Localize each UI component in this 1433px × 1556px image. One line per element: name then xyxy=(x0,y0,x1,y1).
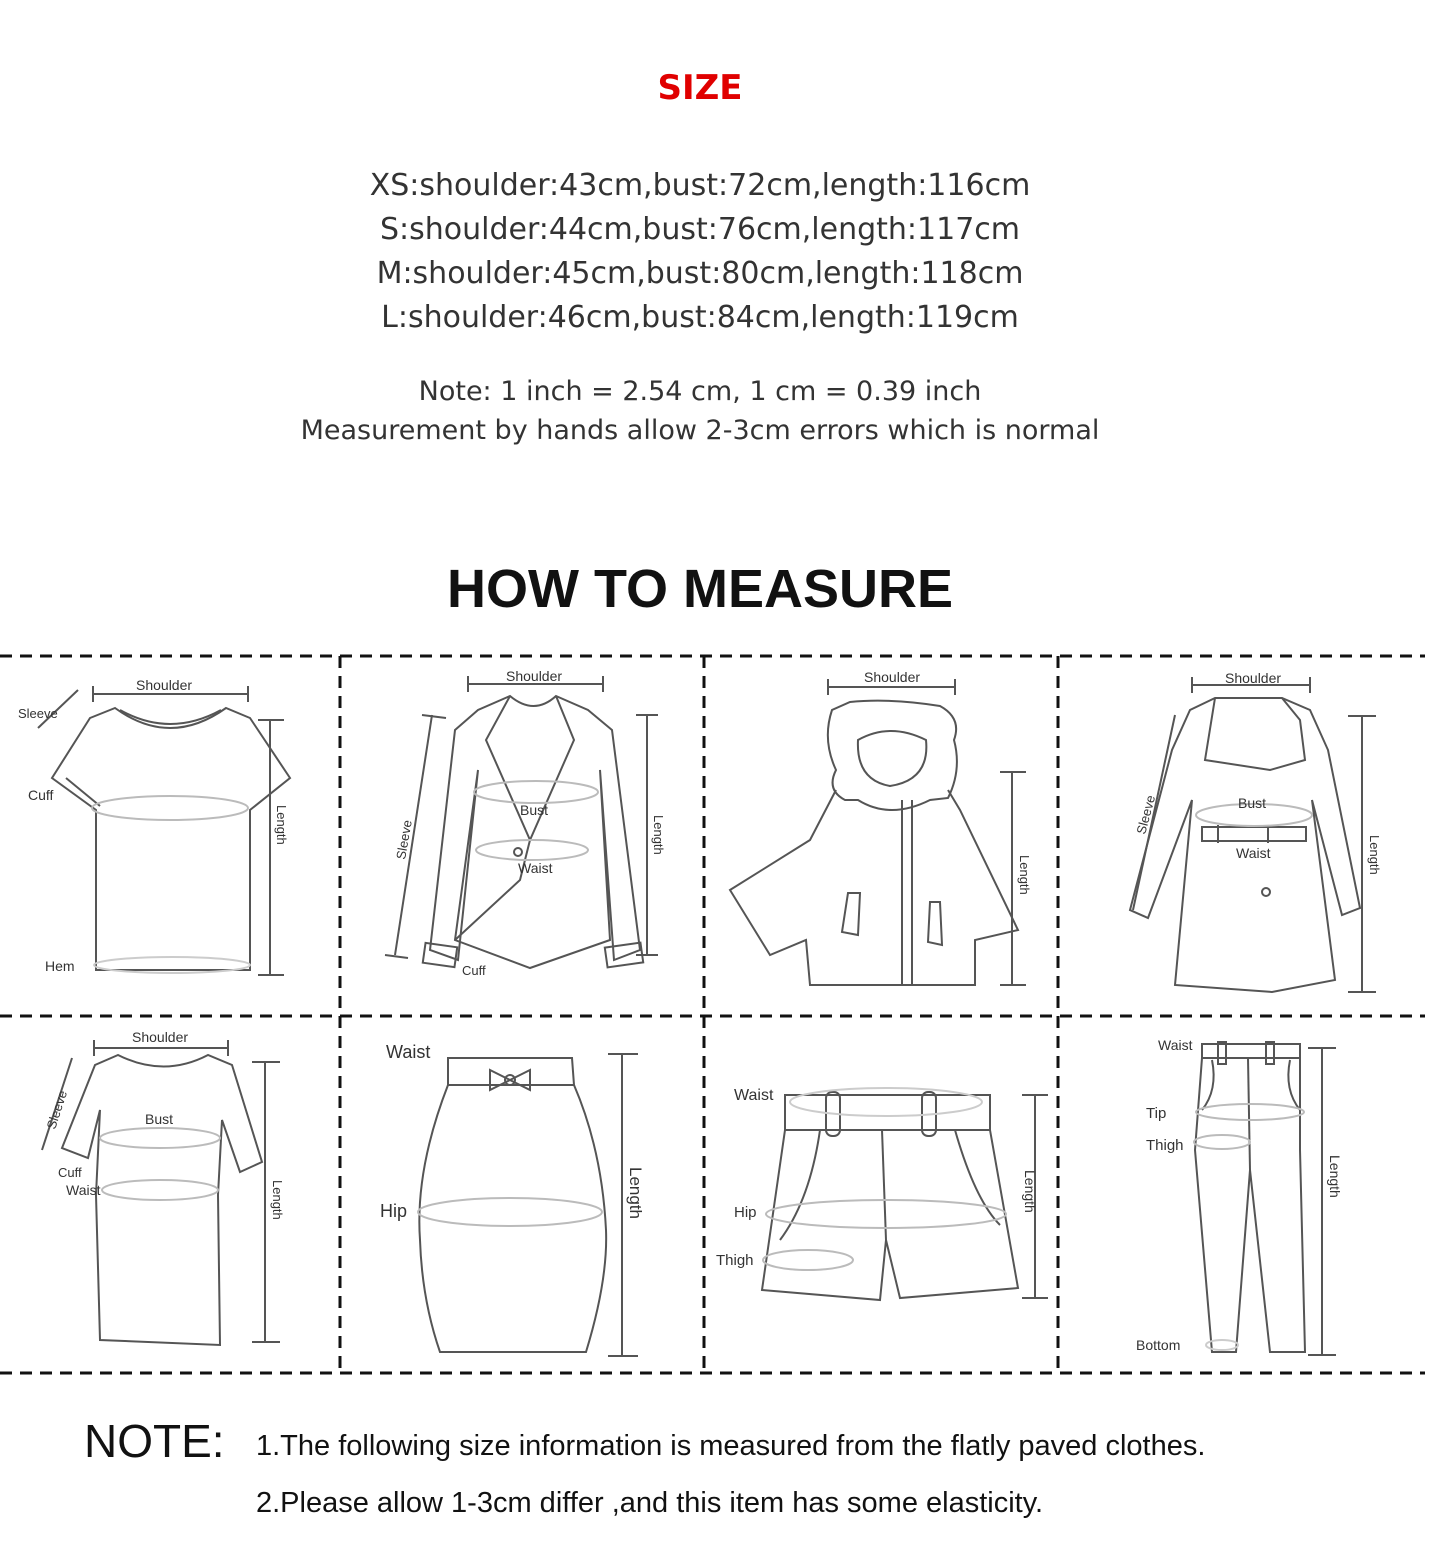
label-bust: Bust xyxy=(1238,795,1267,811)
label-bust: Bust xyxy=(145,1111,174,1127)
label-cuff: Cuff xyxy=(462,963,486,978)
label-waist: Waist xyxy=(1158,1037,1193,1053)
label-length: Length xyxy=(274,805,289,845)
label-hem: Hem xyxy=(45,958,75,974)
label-shoulder: Shoulder xyxy=(1225,670,1282,686)
label-waist: Waist xyxy=(518,860,553,876)
size-row-s: S:shoulder:44cm,bust:76cm,length:117cm xyxy=(379,212,1021,247)
label-sleeve: Sleeve xyxy=(43,1088,71,1131)
tshirt-illustration xyxy=(18,677,290,975)
grid-lines xyxy=(0,656,1425,1373)
label-shoulder: Shoulder xyxy=(864,669,921,685)
note-label: NOTE: xyxy=(84,1415,225,1467)
label-thigh: Thigh xyxy=(1146,1137,1184,1154)
label-length: Length xyxy=(270,1180,285,1220)
dress-illustration xyxy=(42,1029,285,1345)
label-cuff: Cuff xyxy=(58,1165,82,1180)
label-waist: Waist xyxy=(734,1087,774,1104)
label-sleeve: Sleeve xyxy=(18,706,58,721)
label-shoulder: Shoulder xyxy=(506,668,563,684)
label-bottom: Bottom xyxy=(1136,1337,1181,1353)
label-waist: Waist xyxy=(386,1042,431,1062)
blazer-illustration xyxy=(385,668,666,978)
note-line-2: 2.Please allow 1-3cm differ ,and this item has some elasticity. xyxy=(256,1487,1044,1519)
label-shoulder: Shoulder xyxy=(132,1029,189,1045)
label-length: Length xyxy=(1367,835,1382,875)
size-row-l: L:shoulder:46cm,bust:84cm,length:119cm xyxy=(381,300,1019,335)
error-note: Measurement by hands allow 2-3cm errors which is normal xyxy=(300,415,1100,446)
label-sleeve: Sleeve xyxy=(1133,793,1159,836)
shorts-illustration xyxy=(716,1087,1048,1300)
trench-coat-illustration xyxy=(1130,670,1382,992)
trousers-illustration xyxy=(1136,1037,1343,1355)
fur-coat-illustration xyxy=(730,669,1032,985)
measure-diagram xyxy=(0,640,1433,1385)
label-waist: Waist xyxy=(66,1182,101,1198)
how-to-measure-title: HOW TO MEASURE xyxy=(446,559,953,619)
label-shoulder: Shoulder xyxy=(136,677,193,693)
label-cuff: Cuff xyxy=(28,787,54,803)
label-thigh: Thigh xyxy=(716,1252,754,1269)
skirt-illustration xyxy=(380,1042,645,1356)
note-line-1: 1.The following size information is measured from the flatly paved clothes. xyxy=(256,1430,1206,1462)
label-length: Length xyxy=(1017,855,1032,895)
label-bust: Bust xyxy=(520,802,549,818)
size-row-xs: XS:shoulder:43cm,bust:72cm,length:116cm xyxy=(369,168,1031,203)
label-length: Length xyxy=(626,1167,645,1219)
label-length: Length xyxy=(1327,1155,1343,1198)
size-row-m: M:shoulder:45cm,bust:80cm,length:118cm xyxy=(376,256,1024,291)
measurement-notes xyxy=(0,372,1400,450)
size-title: SIZE xyxy=(657,68,743,108)
size-list xyxy=(0,164,1400,340)
label-sleeve: Sleeve xyxy=(393,818,415,861)
label-hip: Hip xyxy=(380,1201,408,1221)
label-waist: Waist xyxy=(1236,845,1271,861)
label-length: Length xyxy=(1022,1170,1038,1213)
conversion-note: Note: 1 inch = 2.54 cm, 1 cm = 0.39 inch xyxy=(418,376,982,407)
label-hip: Hip xyxy=(734,1204,757,1221)
label-length: Length xyxy=(651,815,666,855)
label-tip: Tip xyxy=(1146,1105,1167,1122)
